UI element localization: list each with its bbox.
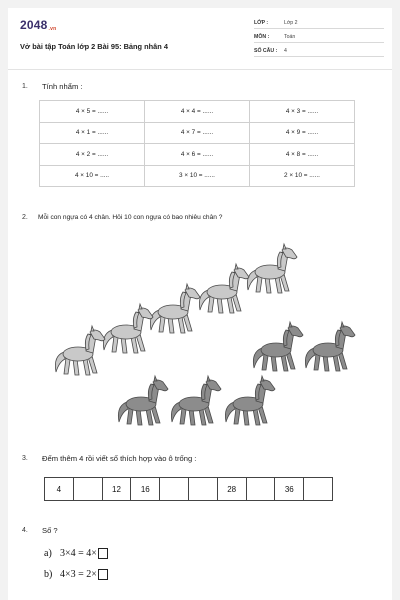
question-3-number: 3. xyxy=(22,455,28,462)
horse-image xyxy=(55,326,105,375)
answer-box[interactable] xyxy=(98,548,108,559)
horse-image xyxy=(247,244,297,293)
table-cell: 4 × 4 = ...... xyxy=(145,101,250,123)
question-2-number: 2. xyxy=(22,214,28,221)
meta-row-class xyxy=(254,18,384,29)
horse-image xyxy=(150,284,200,333)
sequence-blank[interactable] xyxy=(189,478,218,500)
table-cell: 4 × 2 = ...... xyxy=(40,144,145,166)
horses-illustration xyxy=(8,236,392,436)
site-logo[interactable] xyxy=(20,18,56,32)
sequence-cell: 16 xyxy=(131,478,160,500)
sequence-blank[interactable] xyxy=(74,478,103,500)
table-row xyxy=(40,165,355,187)
sequence-cell: 4 xyxy=(45,478,74,500)
equation-row-a xyxy=(44,548,108,559)
meta-row-question-count xyxy=(254,46,384,57)
worksheet-header xyxy=(8,8,392,70)
question-2-title: Mỗi con ngựa có 4 chân. Hỏi 10 con ngựa có bao nhiêu chân ? xyxy=(38,214,223,221)
table-cell: 3 × 10 = ...... xyxy=(145,165,250,187)
equation-row-b xyxy=(44,569,108,580)
answer-box[interactable] xyxy=(98,569,108,580)
meta-value: 4 xyxy=(284,48,287,54)
meta-label: MÔN : xyxy=(254,34,270,40)
horses-dark-group xyxy=(118,322,355,425)
horse-image xyxy=(305,322,355,371)
sequence-blank[interactable] xyxy=(247,478,276,500)
table-cell: 4 × 6 = ...... xyxy=(145,144,250,166)
equation-label: b) xyxy=(44,569,53,580)
equation-label: a) xyxy=(44,548,52,559)
table-cell: 4 × 3 = ...... xyxy=(250,101,355,123)
count-sequence-boxes xyxy=(44,477,333,501)
sequence-blank[interactable] xyxy=(304,478,332,500)
sequence-blank[interactable] xyxy=(160,478,189,500)
equation-expression: 3×4 = 4× xyxy=(60,548,97,559)
table-cell: 2 × 10 = ...... xyxy=(250,165,355,187)
table-cell: 4 × 8 = ...... xyxy=(250,144,355,166)
horse-image xyxy=(171,376,221,425)
table-row xyxy=(40,101,355,123)
horse-image xyxy=(118,376,168,425)
meta-value: Toán xyxy=(284,34,296,40)
table-row xyxy=(40,122,355,144)
table-row xyxy=(40,144,355,166)
horse-image xyxy=(225,376,275,425)
sequence-cell: 36 xyxy=(275,478,304,500)
equation-expression: 4×3 = 2× xyxy=(60,569,97,580)
question-4-title: Số ? xyxy=(42,526,58,535)
question-4-number: 4. xyxy=(22,527,28,534)
meta-label: SỐ CÂU : xyxy=(254,48,278,54)
table-cell: 4 × 5 = ...... xyxy=(40,101,145,123)
worksheet-page xyxy=(8,8,392,600)
logo-suffix: .vn xyxy=(48,26,57,32)
table-cell: 4 × 1 = ...... xyxy=(40,122,145,144)
table-cell: 4 × 10 = ..... xyxy=(40,165,145,187)
horse-image xyxy=(199,264,249,313)
logo-text: 2048 xyxy=(20,18,48,32)
horse-image xyxy=(253,322,303,371)
table-cell: 4 × 7 = ...... xyxy=(145,122,250,144)
mental-math-table xyxy=(39,100,355,187)
question-1-title: Tính nhẩm : xyxy=(42,82,83,91)
question-1-number: 1. xyxy=(22,83,28,90)
sequence-cell: 28 xyxy=(218,478,247,500)
question-3-title: Đếm thêm 4 rồi viết số thích hợp vào ô trống : xyxy=(42,454,197,463)
sequence-cell: 12 xyxy=(103,478,132,500)
meta-value: Lớp 2 xyxy=(284,20,298,26)
meta-row-subject xyxy=(254,32,384,43)
page-title: Vở bài tập Toán lớp 2 Bài 95: Bảng nhân 4 xyxy=(20,42,168,51)
table-cell: 4 × 9 = ...... xyxy=(250,122,355,144)
meta-label: LỚP : xyxy=(254,20,269,26)
horse-image xyxy=(103,304,153,353)
